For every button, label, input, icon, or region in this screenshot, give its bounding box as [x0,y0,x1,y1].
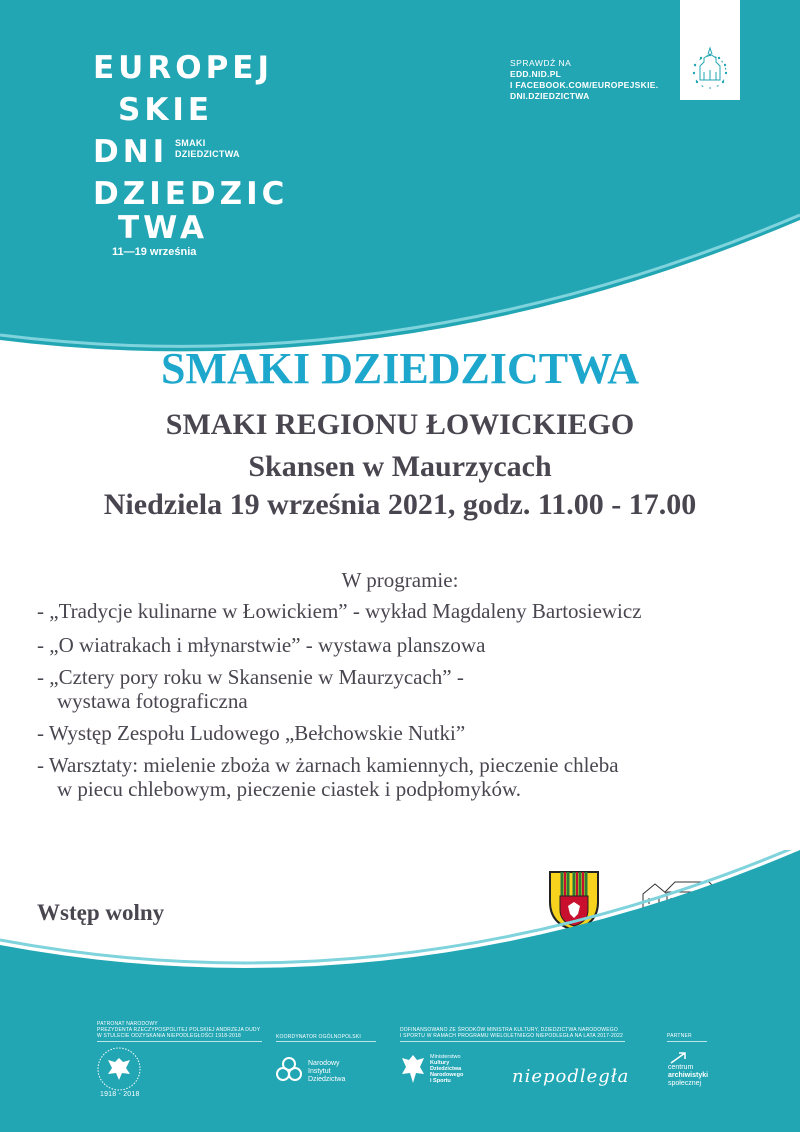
patron-years: 1918 - 2018 [100,1091,140,1098]
program-item-line: - „Cztery pory roku w Skansenie w Maurzycach” - [37,665,464,689]
funding-label-1: DOFINANSOWANO ZE ŚRODKÓW MINISTRA KULTURY, DZIEDZICTWA NARODOWEGO [400,1027,618,1033]
program-item [37,753,777,801]
funding-label-2: I SPORTU W RAMACH PROGRAMU WIELOLETNIEGO NIEPODLEGŁA NA LATA 2017-2022 [400,1033,623,1039]
check-label: SPRAWDŹ NA [510,58,572,68]
program-item-line: - Występ Zespołu Ludowego „Bełchowskie Nutki” [37,721,466,745]
program-item [37,665,777,713]
footer-divider [667,1041,707,1042]
patron-eagle-seal-icon [96,1046,142,1092]
heritage-emblem-box [680,0,740,100]
ministry-name-2: Kultury [430,1060,450,1066]
logo-line-4: DZIEDZIC [93,176,289,212]
ministry-name-3: Dziedzictwa [430,1066,462,1072]
logo-sub-1: SMAKI [175,138,206,148]
ministry-name-4: Narodowego [430,1072,464,1078]
check-url-2[interactable]: I FACEBOOK.COM/EUROPEJSKIE. [510,80,659,90]
check-url-3[interactable]: DNI.DZIEDZICTWA [510,91,590,101]
program-item [37,719,777,747]
stars-building-icon [680,0,740,100]
logo-line-3: DNI [93,134,169,170]
niepodlegla-signature: niepodległa [512,1066,630,1087]
nid-name-3: Dziedzictwa [308,1076,346,1083]
program-item-line: - „Tradycje kulinarne w Łowickiem” - wykład Magdaleny Bartosiewicz [37,599,642,623]
event-place: Skansen w Maurzycach [248,450,552,483]
program-item-continuation: w piecu chlebowym, pieczenie ciastek i podpłomyków. [57,777,521,801]
free-entry-label: Wstęp wolny [37,900,165,925]
partner-name-1: centrum [668,1064,694,1071]
patron-label-2: PREZYDENTA RZECZYPOSPOLITEJ POLSKIEJ ANDRZEJA DUDY [97,1027,261,1033]
partner-name-2: archiwistyki [668,1072,709,1079]
ministry-name-1: Ministerstwo [430,1054,461,1060]
event-subtitle: SMAKI REGIONU ŁOWICKIEGO [165,408,635,441]
coordinator-label: KOORDYNATOR OGÓLNOPOLSKI [276,1034,361,1040]
program-item [37,597,777,625]
nid-logo-icon [276,1056,302,1082]
logo-line-1: EUROPEJ [93,50,274,86]
nid-name-1: Narodowy [308,1060,340,1067]
logo-dates: 11—19 września [112,246,197,258]
check-block [510,58,658,102]
program-item-continuation: wystawa fotograficzna [57,689,248,713]
ministry-eagle-icon [400,1053,426,1085]
program-heading: W programie: [341,568,459,592]
partner-arrow-icon [670,1052,686,1064]
nid-name-2: Instytut [308,1068,331,1075]
event-date: Niedziela 19 września 2021, godz. 11.00 - 17.00 [103,488,697,521]
event-title: SMAKI DZIEDZICTWA [161,344,639,393]
footer-divider [97,1041,262,1042]
ministry-name-5: i Sportu [430,1078,451,1084]
check-url-1[interactable]: EDD.NID.PL [510,69,562,79]
patron-label-3: W STULECIE ODZYSKANIA NIEPODLEGŁOŚCI 1918-2018 [97,1033,241,1039]
partner-name-3: społecznej [668,1080,702,1087]
logo-line-2: SKIE [118,92,214,128]
program-item-line: - „O wiatrakach i młynarstwie” - wystawa planszowa [37,633,486,657]
footer-divider [276,1041,376,1042]
program-item [37,631,777,659]
logo-line-5: TWA [118,210,208,246]
logo-sub-2: DZIEDZICTWA [175,149,240,159]
partner-label: PARTNER [667,1033,692,1039]
program-list [37,597,777,807]
patron-label-1: PATRONAT NARODOWY [97,1021,158,1027]
program-item-line: - Warsztaty: mielenie zboża w żarnach kamiennych, pieczenie chleba [37,753,619,777]
footer-divider [400,1041,625,1042]
